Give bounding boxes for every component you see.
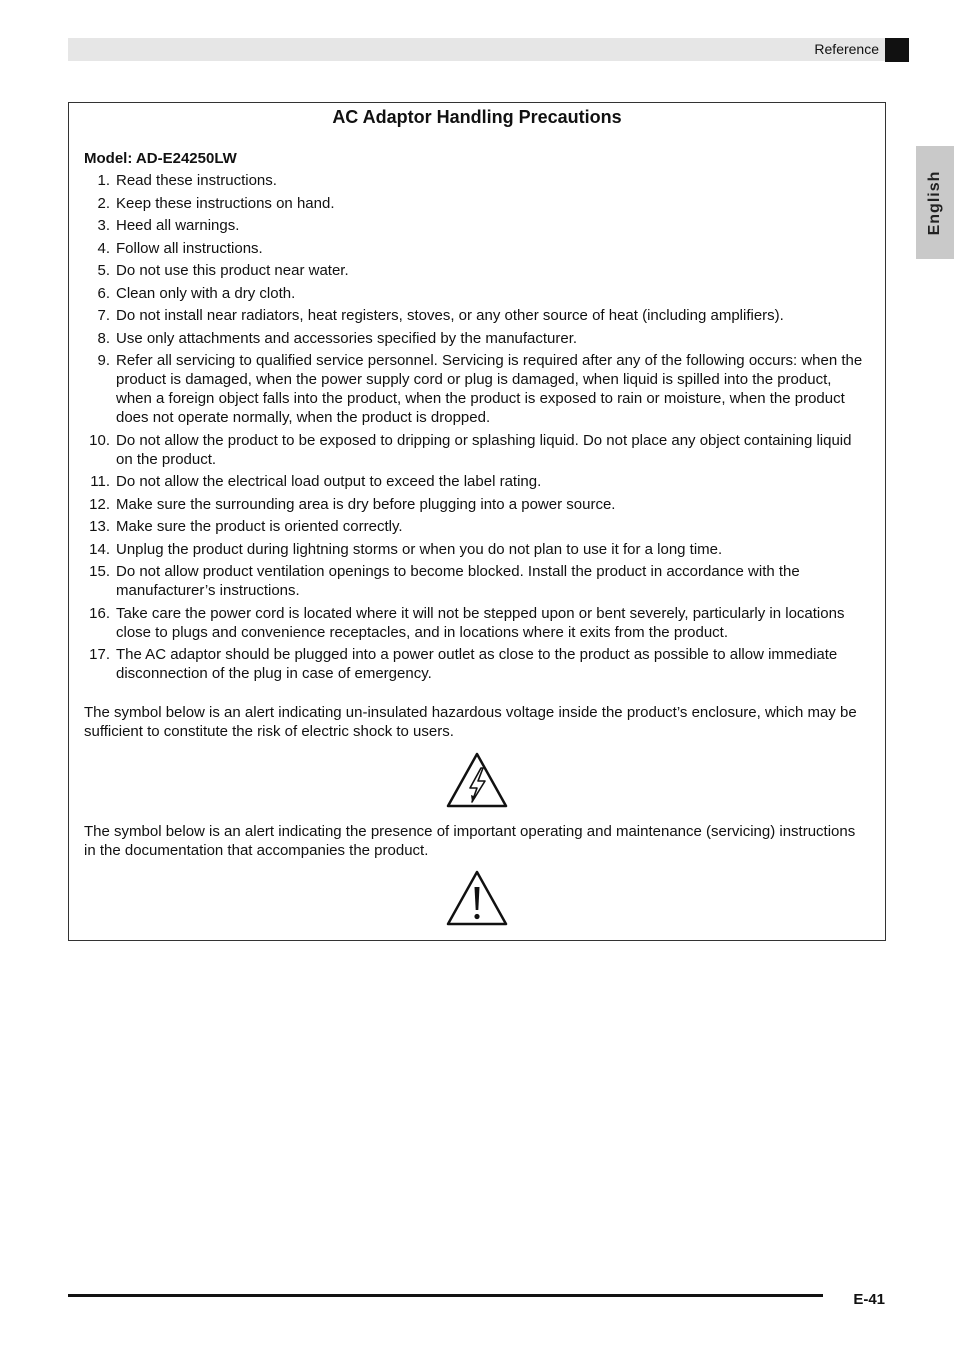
list-item: [84, 194, 864, 213]
model-label: Model: AD-E24250LW: [84, 150, 237, 167]
header-bar: [68, 38, 885, 61]
list-item-text: Do not allow the product to be exposed to dripping or splashing liquid. Do not place any object containing liquid on the product.: [116, 431, 852, 468]
list-item: [84, 562, 864, 600]
page-number: E-41: [853, 1291, 885, 1308]
list-item: [84, 284, 864, 303]
list-item-text: Make sure the surrounding area is dry before plugging into a power source.: [116, 495, 616, 513]
list-item: [84, 517, 864, 536]
list-item-text: Take care the power cord is located where it will not be stepped upon or bent severely, particularly in locations close to plugs and convenience receptacles, and in locations where it exits from the product.: [116, 604, 845, 641]
list-item-text: Do not install near radiators, heat registers, stoves, or any other source of heat (including amplifiers).: [116, 307, 784, 324]
list-item-number: 1.: [97, 172, 110, 189]
list-item-number: 14.: [89, 540, 110, 558]
lightning-warning-triangle-icon: [444, 750, 510, 810]
list-item: [84, 472, 864, 491]
voltage-warning-text: The symbol below is an alert indicating un-insulated hazardous voltage inside the product’s enclosure, which may be sufficient to constitute the risk of electric shock to users.: [84, 704, 857, 740]
precautions-list: [84, 171, 864, 687]
list-item-number: 16.: [89, 604, 110, 622]
list-item: [84, 495, 864, 514]
list-item-text: The AC adaptor should be plugged into a power outlet as close to the product as possible to allow immediate disconnection of the plug in case of emergency.: [116, 646, 838, 682]
list-item-text: Refer all servicing to qualified service personnel. Servicing is required after any of the following occurs: when the product is damaged, when the power supply cord or plug is damaged, when liquid is spilled into the product, when a foreign object falls into the product, when the product is exposed to rain or moisture, when the product does not operate normally, when the product is dropped.: [116, 352, 863, 426]
list-item-number: 4.: [97, 239, 110, 257]
list-item: [84, 604, 864, 642]
list-item-text: Do not allow the electrical load output to exceed the label rating.: [116, 473, 542, 490]
list-item-number: 5.: [97, 262, 110, 279]
list-item: [84, 239, 864, 258]
instructions-warning-text: The symbol below is an alert indicating the presence of important operating and maintenance (servicing) instructions in the documentation that accompanies the product.: [84, 823, 856, 859]
list-item-number: 15.: [89, 563, 110, 580]
list-item: [84, 216, 864, 235]
list-item-number: 7.: [97, 307, 110, 324]
list-item: [84, 306, 864, 325]
list-item-text: Unplug the product during lightning storms or when you do not plan to use it for a long time.: [116, 540, 723, 558]
list-item-number: 2.: [97, 194, 110, 212]
section-label: Reference: [814, 41, 879, 57]
list-item-text: Follow all instructions.: [116, 239, 263, 257]
list-item-text: Clean only with a dry cloth.: [116, 284, 296, 302]
list-item-number: 3.: [97, 217, 110, 234]
header-marker-block: [885, 38, 909, 62]
list-item-number: 6.: [97, 284, 110, 302]
precautions-title: AC Adaptor Handling Precautions: [332, 107, 622, 127]
list-item-number: 10.: [89, 431, 110, 449]
list-item-number: 8.: [97, 329, 110, 347]
list-item-text: Make sure the product is oriented correctly.: [116, 518, 403, 535]
list-item: [84, 329, 864, 348]
list-item-text: Do not allow product ventilation openings to become blocked. Install the product in accordance with the manufacturer’s instructions.: [116, 563, 800, 599]
list-item-number: 11.: [90, 473, 110, 490]
language-tab-label: English: [926, 170, 943, 235]
language-tab: [916, 146, 954, 259]
list-item: [84, 351, 864, 427]
list-item-number: 13.: [89, 518, 110, 535]
list-item-text: Do not use this product near water.: [116, 262, 349, 279]
list-item-number: 12.: [89, 495, 110, 513]
list-item: [84, 261, 864, 280]
footer-rule: [68, 1294, 823, 1297]
precautions-box: [68, 102, 886, 941]
list-item-number: 9.: [97, 352, 110, 369]
list-item-text: Read these instructions.: [116, 172, 277, 189]
list-item: [84, 540, 864, 559]
list-item: [84, 645, 864, 683]
list-item: [84, 431, 864, 469]
list-item-text: Keep these instructions on hand.: [116, 194, 335, 212]
list-item-number: 17.: [89, 646, 110, 663]
list-item-text: Heed all warnings.: [116, 217, 240, 234]
exclamation-warning-triangle-icon: [444, 868, 510, 928]
list-item-text: Use only attachments and accessories specified by the manufacturer.: [116, 329, 578, 347]
list-item: [84, 171, 864, 190]
